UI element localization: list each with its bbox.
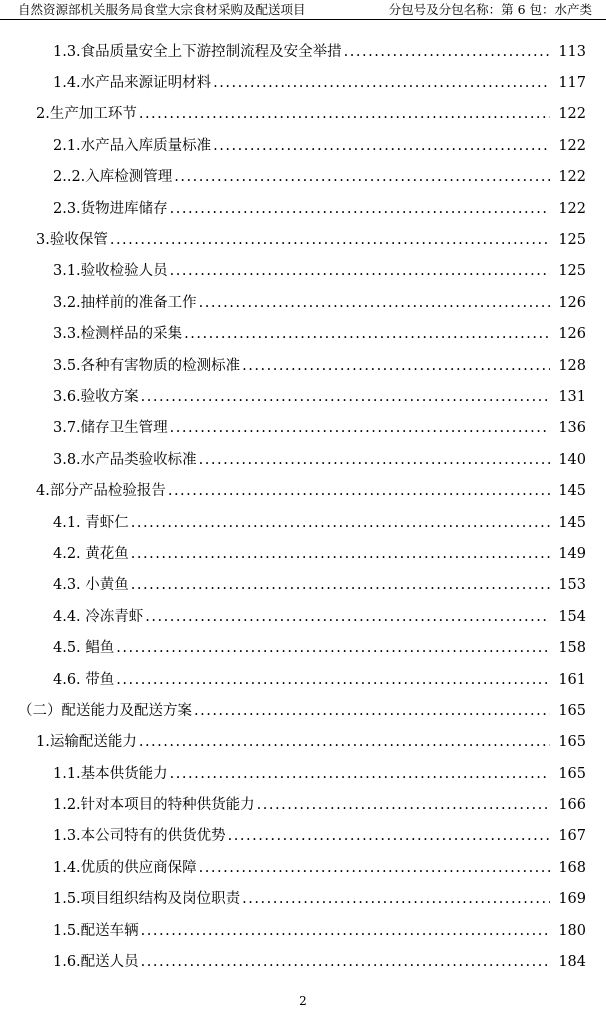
toc-entry-page: 113 bbox=[558, 43, 586, 60]
toc-dot-leader bbox=[131, 513, 550, 533]
toc-dot-leader bbox=[131, 575, 550, 595]
toc-entry-title: （二）配送能力及配送方案 bbox=[18, 702, 192, 719]
toc-entry[interactable] bbox=[0, 287, 606, 318]
toc-entry-title: 1.6.配送人员 bbox=[53, 954, 139, 971]
toc-entry[interactable] bbox=[0, 36, 606, 67]
toc-entry[interactable] bbox=[0, 130, 606, 161]
toc-entry-title: 1.1.基本供货能力 bbox=[53, 765, 168, 782]
toc-entry-page: 165 bbox=[558, 765, 586, 782]
toc-dot-leader bbox=[131, 544, 550, 564]
toc-entry-title: 1.运输配送能力 bbox=[36, 734, 137, 751]
toc-dot-leader bbox=[344, 42, 550, 62]
toc-entry[interactable] bbox=[0, 224, 606, 255]
toc-entry[interactable] bbox=[0, 727, 606, 758]
toc-dot-leader bbox=[168, 481, 550, 501]
page-header bbox=[0, 0, 606, 20]
toc-entry-title: 3.1.验收检验人员 bbox=[53, 263, 168, 280]
toc-entry-title: 3.3.检测样品的采集 bbox=[53, 326, 183, 343]
toc-dot-leader bbox=[174, 167, 550, 187]
toc-dot-leader bbox=[116, 670, 550, 690]
toc-entry-title: 3.验收保管 bbox=[36, 232, 108, 249]
toc-dot-leader bbox=[213, 73, 550, 93]
toc-entry-page: 149 bbox=[558, 545, 586, 562]
toc-entry-page: 145 bbox=[558, 483, 586, 500]
toc-entry[interactable] bbox=[0, 475, 606, 506]
toc-dot-leader bbox=[170, 418, 550, 438]
table-of-contents bbox=[0, 36, 606, 978]
toc-entry[interactable] bbox=[0, 413, 606, 444]
toc-dot-leader bbox=[170, 199, 550, 219]
toc-entry-page: 145 bbox=[558, 514, 586, 531]
toc-dot-leader bbox=[116, 638, 550, 658]
page-number: 2 bbox=[299, 994, 307, 1008]
toc-dot-leader bbox=[257, 795, 550, 815]
toc-entry-title: 4.1. 青虾仁 bbox=[53, 514, 129, 531]
toc-entry-page: 166 bbox=[558, 797, 586, 814]
toc-dot-leader bbox=[141, 387, 550, 407]
toc-entry[interactable] bbox=[0, 946, 606, 977]
toc-dot-leader bbox=[199, 293, 550, 313]
toc-entry-title: 1.4.水产品来源证明材料 bbox=[53, 75, 212, 92]
toc-entry[interactable] bbox=[0, 67, 606, 98]
toc-entry-title: 4.2. 黄花鱼 bbox=[53, 545, 129, 562]
toc-entry-title: 3.8.水产品类验收标准 bbox=[53, 451, 197, 468]
toc-dot-leader bbox=[199, 858, 550, 878]
header-package-name: 分包号及分包名称：第 6 包：水产类 bbox=[388, 2, 592, 17]
toc-dot-leader bbox=[184, 324, 550, 344]
toc-entry[interactable] bbox=[0, 256, 606, 287]
toc-dot-leader bbox=[141, 952, 550, 972]
toc-entry-page: 161 bbox=[558, 671, 586, 688]
toc-dot-leader bbox=[199, 450, 550, 470]
toc-entry-title: 2..2.入库检测管理 bbox=[53, 169, 173, 186]
toc-entry[interactable] bbox=[0, 570, 606, 601]
toc-entry-page: 154 bbox=[558, 608, 586, 625]
toc-entry-page: 165 bbox=[558, 734, 586, 751]
toc-entry-title: 1.4.优质的供应商保障 bbox=[53, 859, 197, 876]
toc-entry-title: 4.5. 鲳鱼 bbox=[53, 640, 115, 657]
toc-entry-page: 180 bbox=[558, 922, 586, 939]
toc-entry-page: 140 bbox=[558, 451, 586, 468]
toc-entry-page: 117 bbox=[558, 75, 586, 92]
toc-entry-page: 165 bbox=[558, 702, 586, 719]
toc-entry[interactable] bbox=[0, 852, 606, 883]
toc-entry-page: 184 bbox=[558, 954, 586, 971]
toc-entry-page: 131 bbox=[558, 388, 586, 405]
toc-entry-page: 122 bbox=[558, 106, 586, 123]
toc-dot-leader bbox=[141, 921, 550, 941]
toc-entry[interactable] bbox=[0, 99, 606, 130]
toc-entry[interactable] bbox=[0, 632, 606, 663]
toc-entry[interactable] bbox=[0, 821, 606, 852]
toc-entry-title: 2.3.货物进库储存 bbox=[53, 200, 168, 217]
toc-entry[interactable] bbox=[0, 789, 606, 820]
toc-entry[interactable] bbox=[0, 538, 606, 569]
toc-dot-leader bbox=[213, 136, 550, 156]
toc-entry[interactable] bbox=[0, 884, 606, 915]
toc-entry[interactable] bbox=[0, 601, 606, 632]
toc-entry[interactable] bbox=[0, 695, 606, 726]
toc-dot-leader bbox=[145, 607, 550, 627]
toc-entry[interactable] bbox=[0, 381, 606, 412]
toc-entry-page: 125 bbox=[558, 232, 586, 249]
header-project-title: 自然资源部机关服务局食堂大宗食材采购及配送项目 bbox=[18, 2, 306, 17]
toc-entry-page: 126 bbox=[558, 294, 586, 311]
toc-entry-title: 2.生产加工环节 bbox=[36, 106, 137, 123]
toc-entry-title: 1.5.配送车辆 bbox=[53, 922, 139, 939]
toc-entry[interactable] bbox=[0, 350, 606, 381]
toc-entry[interactable] bbox=[0, 193, 606, 224]
toc-entry-title: 4.3. 小黄鱼 bbox=[53, 577, 129, 594]
toc-dot-leader bbox=[194, 701, 550, 721]
toc-entry-title: 1.3.食品质量安全上下游控制流程及安全举措 bbox=[53, 43, 342, 60]
toc-dot-leader bbox=[139, 732, 550, 752]
toc-dot-leader bbox=[139, 104, 550, 124]
toc-entry-title: 3.6.验收方案 bbox=[53, 388, 139, 405]
toc-entry[interactable] bbox=[0, 915, 606, 946]
toc-entry-page: 126 bbox=[558, 326, 586, 343]
toc-entry-title: 3.7.储存卫生管理 bbox=[53, 420, 168, 437]
toc-entry-page: 122 bbox=[558, 169, 586, 186]
toc-entry-page: 168 bbox=[558, 859, 586, 876]
toc-entry[interactable] bbox=[0, 319, 606, 350]
toc-entry-page: 158 bbox=[558, 640, 586, 657]
toc-entry-title: 1.5.项目组织结构及岗位职责 bbox=[53, 891, 241, 908]
toc-entry[interactable] bbox=[0, 444, 606, 475]
toc-entry-title: 2.1.水产品入库质量标准 bbox=[53, 137, 212, 154]
toc-entry-page: 169 bbox=[558, 891, 586, 908]
toc-entry-page: 122 bbox=[558, 200, 586, 217]
toc-dot-leader bbox=[242, 889, 550, 909]
toc-entry-page: 167 bbox=[558, 828, 586, 845]
toc-dot-leader bbox=[170, 261, 550, 281]
toc-entry-title: 1.3.本公司特有的供货优势 bbox=[53, 828, 226, 845]
toc-dot-leader bbox=[170, 764, 550, 784]
toc-entry-title: 3.5.各种有害物质的检测标准 bbox=[53, 357, 241, 374]
toc-entry-page: 122 bbox=[558, 137, 586, 154]
toc-entry[interactable] bbox=[0, 664, 606, 695]
toc-dot-leader bbox=[242, 356, 550, 376]
toc-entry[interactable] bbox=[0, 758, 606, 789]
toc-entry-title: 4.6. 带鱼 bbox=[53, 671, 115, 688]
toc-entry-title: 4.部分产品检验报告 bbox=[36, 483, 166, 500]
toc-entry-title: 1.2.针对本项目的特种供货能力 bbox=[53, 797, 255, 814]
toc-entry[interactable] bbox=[0, 507, 606, 538]
toc-dot-leader bbox=[228, 826, 550, 846]
toc-entry-title: 3.2.抽样前的准备工作 bbox=[53, 294, 197, 311]
toc-entry-page: 128 bbox=[558, 357, 586, 374]
toc-entry-page: 153 bbox=[558, 577, 586, 594]
toc-entry-page: 125 bbox=[558, 263, 586, 280]
toc-dot-leader bbox=[110, 230, 550, 250]
toc-entry[interactable] bbox=[0, 162, 606, 193]
toc-entry-title: 4.4. 冷冻青虾 bbox=[53, 608, 144, 625]
toc-entry-page: 136 bbox=[558, 420, 586, 437]
